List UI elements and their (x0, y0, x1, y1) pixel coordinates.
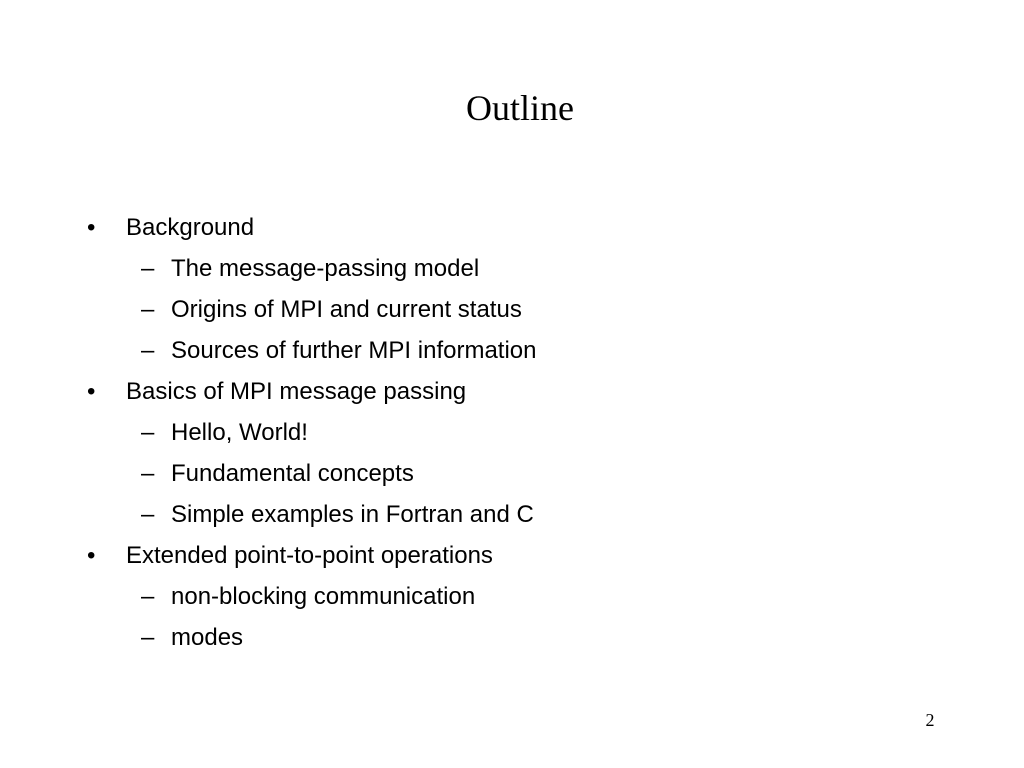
dash-icon: – (141, 255, 155, 282)
bullet-icon: • (87, 214, 96, 241)
outline-subitem (0, 453, 1024, 494)
dash-icon: – (141, 501, 155, 528)
subitem-label: non-blocking communication (171, 583, 476, 610)
outline-subitem (0, 576, 1024, 617)
subitem-label: Fundamental concepts (171, 460, 414, 487)
outline-subitem (0, 617, 1024, 658)
dash-icon: – (141, 460, 155, 487)
subitem-label: Hello, World! (171, 419, 308, 446)
subitem-label: Sources of further MPI information (171, 337, 537, 364)
dash-icon: – (141, 337, 155, 364)
slide-title: Outline (466, 88, 574, 128)
outline-subitem (0, 412, 1024, 453)
bullet-icon: • (87, 378, 96, 405)
section-label: Basics of MPI message passing (126, 378, 467, 405)
section-label: Extended point-to-point operations (126, 542, 493, 569)
outline-subitem (0, 494, 1024, 535)
outline-section-extended (0, 535, 1024, 576)
dash-icon: – (141, 624, 155, 651)
dash-icon: – (141, 296, 155, 323)
subitem-label: The message-passing model (171, 255, 480, 282)
page-number: 2 (925, 710, 935, 730)
dash-icon: – (141, 419, 155, 446)
subitem-label: Origins of MPI and current status (171, 296, 522, 323)
outline-section-basics (0, 371, 1024, 412)
subitem-label: Simple examples in Fortran and C (171, 501, 534, 528)
section-label: Background (126, 214, 255, 241)
outline-subitem (0, 330, 1024, 371)
outline-section-background (0, 207, 1024, 248)
outline-list (0, 207, 1024, 658)
bullet-icon: • (87, 542, 96, 569)
outline-subitem (0, 289, 1024, 330)
dash-icon: – (141, 583, 155, 610)
subitem-label: modes (171, 624, 244, 651)
outline-subitem (0, 248, 1024, 289)
